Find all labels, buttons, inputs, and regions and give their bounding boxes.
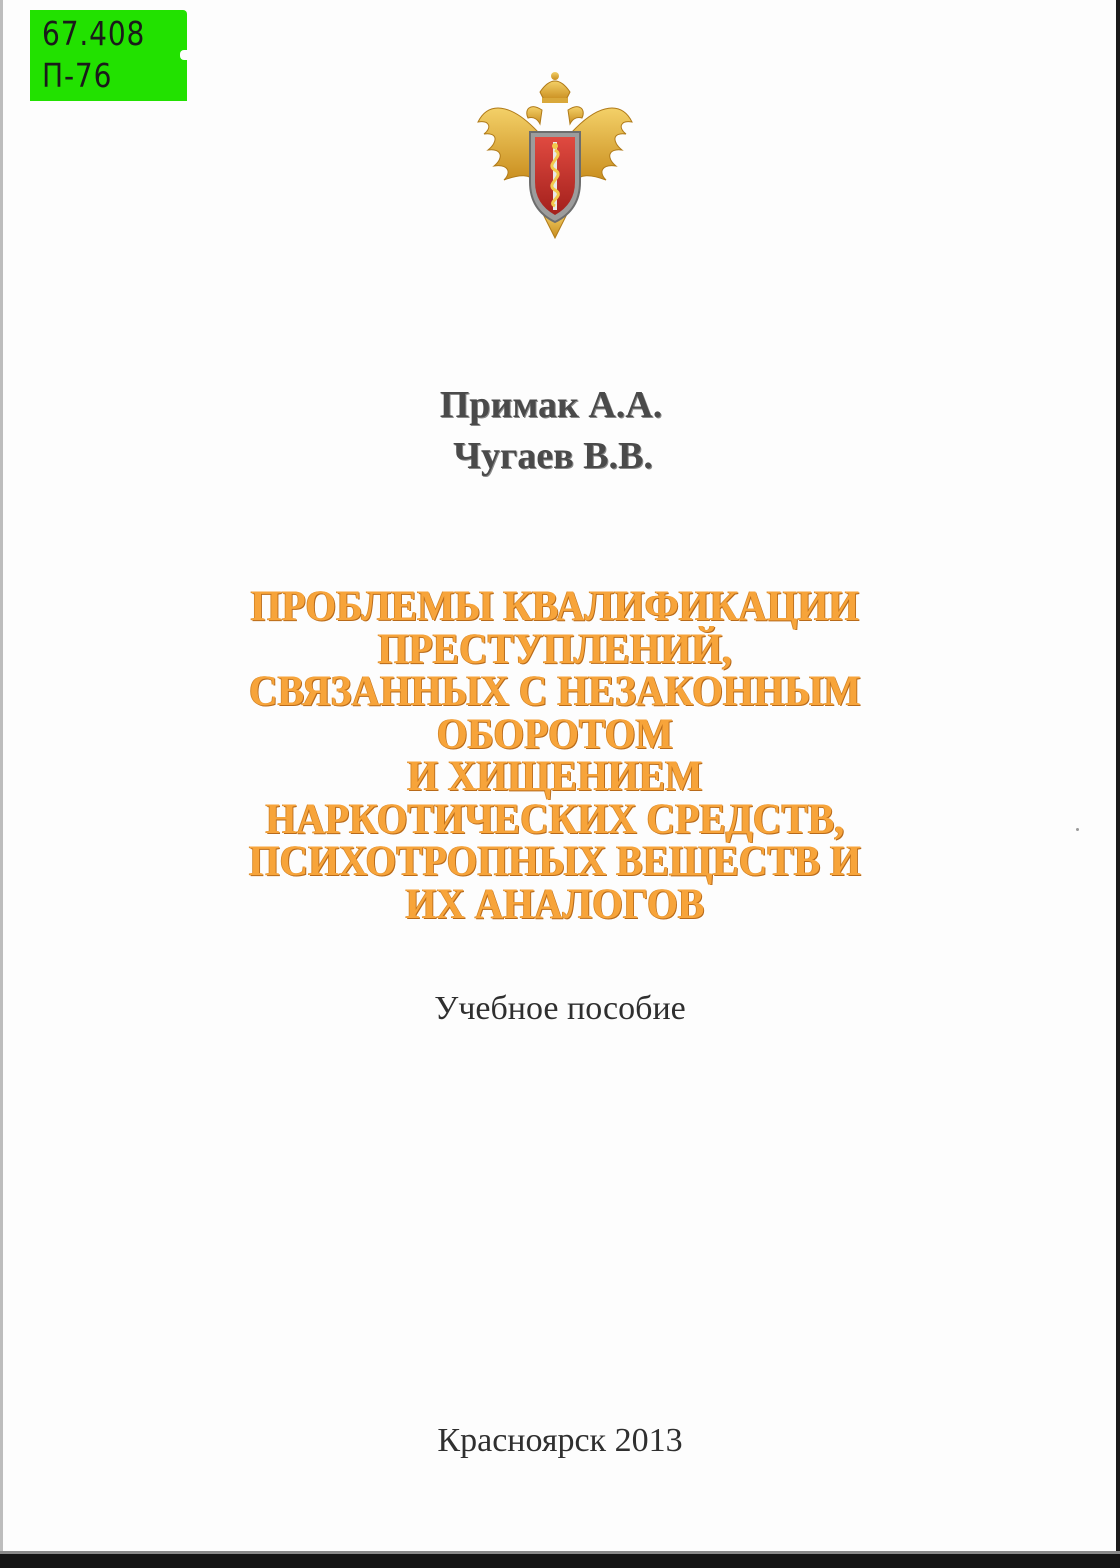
title-line: ПРЕСТУПЛЕНИЙ, xyxy=(377,625,733,673)
title-line: И ХИЩЕНИЕМ xyxy=(407,753,703,800)
title-line: ПСИХОТРОПНЫХ ВЕЩЕСТВ И xyxy=(248,838,861,885)
scan-edge-right xyxy=(1116,0,1120,1568)
title-line: НАРКОТИЧЕСКИХ СРЕДСТВ, xyxy=(265,795,845,843)
shelf-code: 67.408 xyxy=(42,14,146,53)
double-headed-eagle-emblem-icon xyxy=(470,62,640,242)
title-line: ИХ АНАЛОГОВ xyxy=(405,880,705,928)
author-name: Чугаев В.В. xyxy=(453,435,653,477)
book-title xyxy=(150,583,960,928)
scan-edge-bottom xyxy=(0,1554,1120,1568)
scan-edge-left xyxy=(0,0,3,1568)
title-line: ПРОБЛЕМЫ КВАЛИФИКАЦИИ xyxy=(250,583,860,630)
author-name: Примак А.А. xyxy=(439,384,663,426)
scan-speck xyxy=(1076,828,1079,831)
title-line: СВЯЗАННЫХ С НЕЗАКОННЫМ xyxy=(249,668,861,715)
title-line: ОБОРОТОМ xyxy=(436,710,674,758)
library-shelf-sticker xyxy=(30,10,187,101)
author-mark: П-76 xyxy=(42,56,113,95)
publication-place-year: Красноярск 2013 xyxy=(437,1422,683,1459)
sticker-notch xyxy=(180,50,188,60)
publication-type: Учебное пособие xyxy=(434,990,686,1027)
